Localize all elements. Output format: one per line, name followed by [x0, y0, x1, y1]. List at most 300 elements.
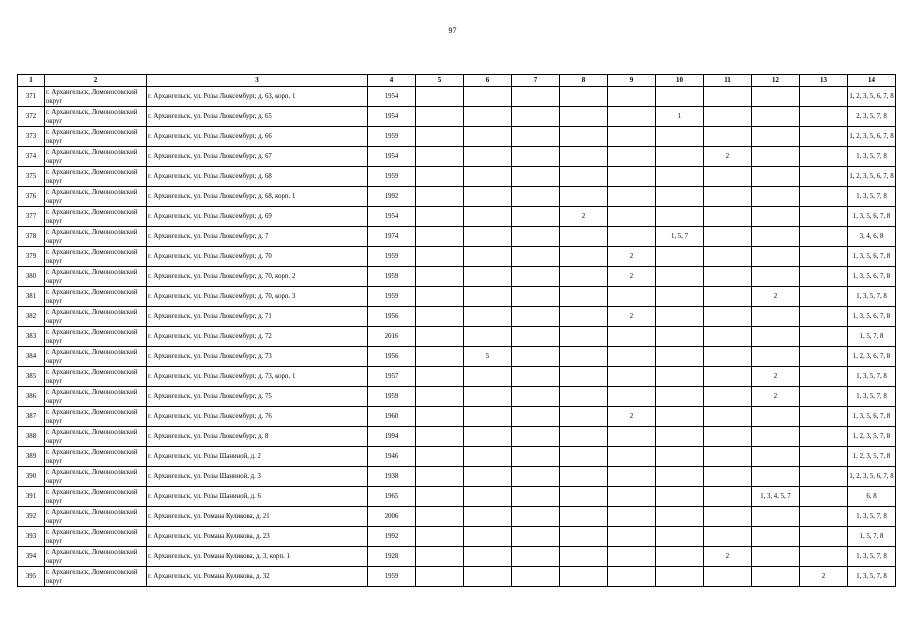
- cell-col-11: [704, 87, 752, 107]
- cell-col-11: [704, 367, 752, 387]
- cell-col-7: [512, 167, 560, 187]
- cell-year-built: 1992: [368, 527, 416, 547]
- cell-col-8: [560, 147, 608, 167]
- cell-locality: г. Архангельск, Ломоносовский округ: [45, 87, 147, 107]
- cell-locality: г. Архангельск, Ломоносовский округ: [45, 267, 147, 287]
- cell-col-12: [752, 327, 800, 347]
- cell-col-13: [800, 187, 848, 207]
- cell-col-8: [560, 447, 608, 467]
- cell-col-12: [752, 527, 800, 547]
- cell-row-number: 391: [18, 487, 45, 507]
- cell-col-14: 1, 3, 5, 7, 8: [848, 547, 896, 567]
- cell-address: г. Архангельск, ул. Розы Люксембург, д. 73, корп. 1: [147, 367, 368, 387]
- table-row: [18, 247, 896, 267]
- cell-row-number: 375: [18, 167, 45, 187]
- cell-col-9: 2: [608, 247, 656, 267]
- cell-col-6: [464, 167, 512, 187]
- table-row: [18, 347, 896, 367]
- cell-year-built: 1959: [368, 267, 416, 287]
- cell-row-number: 377: [18, 207, 45, 227]
- table-row: [18, 87, 896, 107]
- cell-row-number: 385: [18, 367, 45, 387]
- cell-col-7: [512, 187, 560, 207]
- cell-col-11: [704, 427, 752, 447]
- cell-col-14: 1, 3, 5, 6, 7, 8: [848, 307, 896, 327]
- cell-address: г. Архангельск, ул. Розы Люксембург, д. 63, корп. 1: [147, 87, 368, 107]
- housing-registry-table: [17, 74, 896, 587]
- column-header-2: 2: [45, 75, 147, 87]
- cell-col-14: 3, 4, 6, 8: [848, 227, 896, 247]
- cell-col-5: [416, 367, 464, 387]
- cell-col-5: [416, 307, 464, 327]
- cell-address: г. Архангельск, ул. Розы Люксембург, д. 70: [147, 247, 368, 267]
- cell-col-6: [464, 327, 512, 347]
- cell-col-10: [656, 167, 704, 187]
- cell-col-7: [512, 427, 560, 447]
- cell-locality: г. Архангельск, Ломоносовский округ: [45, 207, 147, 227]
- cell-col-8: [560, 387, 608, 407]
- cell-col-6: [464, 247, 512, 267]
- cell-col-11: [704, 567, 752, 587]
- cell-col-9: [608, 527, 656, 547]
- cell-col-9: [608, 367, 656, 387]
- cell-col-9: 2: [608, 307, 656, 327]
- cell-locality: г. Архангельск, Ломоносовский округ: [45, 167, 147, 187]
- cell-col-10: 1: [656, 107, 704, 127]
- cell-col-5: [416, 247, 464, 267]
- cell-col-9: [608, 127, 656, 147]
- cell-col-5: [416, 267, 464, 287]
- cell-year-built: 1960: [368, 407, 416, 427]
- cell-address: г. Архангельск, ул. Розы Люксембург, д. 70, корп. 2: [147, 267, 368, 287]
- cell-year-built: 1928: [368, 547, 416, 567]
- cell-col-9: [608, 107, 656, 127]
- cell-col-8: 2: [560, 207, 608, 227]
- column-header-11: 11: [704, 75, 752, 87]
- cell-row-number: 395: [18, 567, 45, 587]
- cell-col-14: 6, 8: [848, 487, 896, 507]
- cell-row-number: 371: [18, 87, 45, 107]
- cell-col-7: [512, 447, 560, 467]
- cell-col-14: 1, 2, 3, 5, 6, 7, 8: [848, 87, 896, 107]
- cell-col-9: [608, 87, 656, 107]
- cell-col-13: [800, 247, 848, 267]
- cell-col-14: 1, 2, 3, 5, 6, 7, 8: [848, 467, 896, 487]
- cell-col-7: [512, 147, 560, 167]
- cell-year-built: 1954: [368, 147, 416, 167]
- cell-col-10: [656, 147, 704, 167]
- cell-col-5: [416, 507, 464, 527]
- cell-col-14: 1, 2, 3, 5, 6, 7, 8: [848, 127, 896, 147]
- cell-row-number: 374: [18, 147, 45, 167]
- cell-col-10: [656, 467, 704, 487]
- cell-row-number: 394: [18, 547, 45, 567]
- column-header-4: 4: [368, 75, 416, 87]
- cell-col-11: [704, 287, 752, 307]
- column-header-5: 5: [416, 75, 464, 87]
- cell-col-10: [656, 207, 704, 227]
- cell-col-14: 1, 3, 5, 7, 8: [848, 387, 896, 407]
- column-header-9: 9: [608, 75, 656, 87]
- cell-col-11: [704, 467, 752, 487]
- cell-col-13: [800, 227, 848, 247]
- cell-col-13: [800, 347, 848, 367]
- cell-address: г. Архангельск, ул. Розы Люксембург, д. 75: [147, 387, 368, 407]
- cell-col-13: [800, 507, 848, 527]
- cell-col-12: [752, 307, 800, 327]
- cell-year-built: 1954: [368, 87, 416, 107]
- cell-locality: г. Архангельск, Ломоносовский округ: [45, 447, 147, 467]
- cell-year-built: 1974: [368, 227, 416, 247]
- cell-year-built: 1954: [368, 207, 416, 227]
- cell-col-12: [752, 547, 800, 567]
- cell-year-built: 1959: [368, 567, 416, 587]
- cell-address: г. Архангельск, ул. Розы Люксембург, д. 69: [147, 207, 368, 227]
- cell-col-12: [752, 107, 800, 127]
- table-row: [18, 387, 896, 407]
- cell-col-7: [512, 567, 560, 587]
- cell-col-12: [752, 567, 800, 587]
- cell-col-6: [464, 287, 512, 307]
- cell-address: г. Архангельск, ул. Романа Куликова, д. 3, корп. 1: [147, 547, 368, 567]
- cell-col-7: [512, 487, 560, 507]
- cell-col-10: 1, 5, 7: [656, 227, 704, 247]
- cell-col-6: [464, 227, 512, 247]
- cell-col-8: [560, 87, 608, 107]
- cell-col-6: [464, 127, 512, 147]
- cell-col-8: [560, 127, 608, 147]
- cell-address: г. Архангельск, ул. Розы Люксембург, д. 65: [147, 107, 368, 127]
- cell-col-9: [608, 547, 656, 567]
- cell-col-7: [512, 387, 560, 407]
- cell-col-6: [464, 147, 512, 167]
- cell-address: г. Архангельск, ул. Розы Люксембург, д. 66: [147, 127, 368, 147]
- cell-col-5: [416, 87, 464, 107]
- cell-col-12: [752, 407, 800, 427]
- cell-address: г. Архангельск, ул. Романа Куликова, д. 23: [147, 527, 368, 547]
- cell-year-built: 1954: [368, 107, 416, 127]
- cell-col-13: 2: [800, 567, 848, 587]
- cell-col-10: [656, 267, 704, 287]
- cell-locality: г. Архангельск, Ломоносовский округ: [45, 467, 147, 487]
- cell-col-8: [560, 267, 608, 287]
- cell-col-10: [656, 247, 704, 267]
- cell-col-5: [416, 387, 464, 407]
- cell-col-5: [416, 187, 464, 207]
- cell-year-built: 2006: [368, 507, 416, 527]
- cell-col-6: [464, 187, 512, 207]
- cell-col-8: [560, 187, 608, 207]
- table-row: [18, 207, 896, 227]
- cell-col-14: 1, 3, 5, 7, 8: [848, 187, 896, 207]
- cell-col-6: [464, 107, 512, 127]
- cell-col-11: [704, 507, 752, 527]
- cell-col-5: [416, 407, 464, 427]
- cell-col-9: [608, 467, 656, 487]
- cell-col-11: [704, 267, 752, 287]
- cell-col-9: [608, 387, 656, 407]
- cell-col-14: 1, 3, 5, 7, 8: [848, 567, 896, 587]
- cell-col-6: [464, 527, 512, 547]
- cell-col-14: 1, 3, 5, 6, 7, 8: [848, 247, 896, 267]
- cell-col-12: [752, 467, 800, 487]
- cell-col-9: [608, 287, 656, 307]
- cell-address: г. Архангельск, ул. Розы Люксембург, д. 7: [147, 227, 368, 247]
- cell-col-13: [800, 367, 848, 387]
- column-header-10: 10: [656, 75, 704, 87]
- cell-address: г. Архангельск, ул. Розы Шаниной, д. 6: [147, 487, 368, 507]
- cell-col-12: [752, 167, 800, 187]
- cell-row-number: 373: [18, 127, 45, 147]
- cell-col-9: [608, 487, 656, 507]
- cell-year-built: 1965: [368, 487, 416, 507]
- cell-col-11: 2: [704, 147, 752, 167]
- cell-address: г. Архангельск, ул. Романа Куликова, д. 32: [147, 567, 368, 587]
- cell-col-12: [752, 147, 800, 167]
- cell-address: г. Архангельск, ул. Розы Люксембург, д. 67: [147, 147, 368, 167]
- cell-col-14: 1, 2, 3, 6, 7, 8: [848, 347, 896, 367]
- cell-col-10: [656, 347, 704, 367]
- cell-col-8: [560, 467, 608, 487]
- column-header-3: 3: [147, 75, 368, 87]
- cell-col-14: 1, 3, 5, 7, 8: [848, 507, 896, 527]
- cell-col-13: [800, 547, 848, 567]
- cell-year-built: 1957: [368, 367, 416, 387]
- table-row: [18, 327, 896, 347]
- cell-col-14: 1, 5, 7, 8: [848, 327, 896, 347]
- cell-col-12: [752, 127, 800, 147]
- cell-col-6: [464, 387, 512, 407]
- cell-col-10: [656, 527, 704, 547]
- cell-col-10: [656, 87, 704, 107]
- cell-col-5: [416, 447, 464, 467]
- cell-col-8: [560, 527, 608, 547]
- cell-col-13: [800, 387, 848, 407]
- cell-locality: г. Архангельск, Ломоносовский округ: [45, 147, 147, 167]
- cell-col-13: [800, 407, 848, 427]
- cell-address: г. Архангельск, ул. Розы Люксембург, д. 8: [147, 427, 368, 447]
- cell-col-5: [416, 467, 464, 487]
- cell-col-10: [656, 507, 704, 527]
- cell-col-10: [656, 447, 704, 467]
- cell-col-12: [752, 447, 800, 467]
- cell-col-11: [704, 247, 752, 267]
- cell-col-5: [416, 327, 464, 347]
- table-header-row: [18, 75, 896, 87]
- cell-col-12: [752, 427, 800, 447]
- cell-col-13: [800, 327, 848, 347]
- cell-year-built: 1959: [368, 167, 416, 187]
- cell-col-12: [752, 227, 800, 247]
- cell-locality: г. Архангельск, Ломоносовский округ: [45, 487, 147, 507]
- cell-col-10: [656, 567, 704, 587]
- cell-row-number: 388: [18, 427, 45, 447]
- cell-year-built: 2016: [368, 327, 416, 347]
- cell-col-12: [752, 507, 800, 527]
- table-row: [18, 527, 896, 547]
- cell-locality: г. Архангельск, Ломоносовский округ: [45, 347, 147, 367]
- cell-col-6: [464, 507, 512, 527]
- cell-col-8: [560, 227, 608, 247]
- cell-col-9: 2: [608, 407, 656, 427]
- cell-col-7: [512, 547, 560, 567]
- cell-col-5: [416, 287, 464, 307]
- cell-col-6: [464, 87, 512, 107]
- cell-locality: г. Архангельск, Ломоносовский округ: [45, 307, 147, 327]
- table-body: [18, 87, 896, 587]
- cell-col-9: [608, 507, 656, 527]
- column-header-1: 1: [18, 75, 45, 87]
- cell-col-5: [416, 487, 464, 507]
- table-row: [18, 407, 896, 427]
- cell-col-6: 5: [464, 347, 512, 367]
- table-row: [18, 567, 896, 587]
- cell-year-built: 1992: [368, 187, 416, 207]
- cell-col-11: [704, 487, 752, 507]
- table-row: [18, 287, 896, 307]
- cell-col-11: [704, 127, 752, 147]
- cell-col-7: [512, 347, 560, 367]
- cell-col-13: [800, 527, 848, 547]
- cell-col-7: [512, 507, 560, 527]
- cell-address: г. Архангельск, ул. Розы Шаниной, д. 3: [147, 467, 368, 487]
- cell-col-8: [560, 287, 608, 307]
- column-header-7: 7: [512, 75, 560, 87]
- cell-col-12: [752, 207, 800, 227]
- cell-col-6: [464, 207, 512, 227]
- cell-col-5: [416, 207, 464, 227]
- cell-col-5: [416, 127, 464, 147]
- table-row: [18, 227, 896, 247]
- cell-col-5: [416, 527, 464, 547]
- cell-locality: г. Архангельск, Ломоносовский округ: [45, 527, 147, 547]
- cell-locality: г. Архангельск, Ломоносовский округ: [45, 507, 147, 527]
- cell-year-built: 1938: [368, 467, 416, 487]
- cell-col-6: [464, 567, 512, 587]
- cell-col-12: 2: [752, 287, 800, 307]
- cell-col-11: [704, 307, 752, 327]
- table-row: [18, 267, 896, 287]
- cell-col-10: [656, 487, 704, 507]
- cell-col-10: [656, 327, 704, 347]
- cell-col-8: [560, 307, 608, 327]
- cell-row-number: 393: [18, 527, 45, 547]
- table-row: [18, 187, 896, 207]
- cell-locality: г. Архангельск, Ломоносовский округ: [45, 367, 147, 387]
- cell-col-7: [512, 247, 560, 267]
- cell-col-8: [560, 247, 608, 267]
- cell-locality: г. Архангельск, Ломоносовский округ: [45, 407, 147, 427]
- cell-col-9: [608, 447, 656, 467]
- cell-col-11: [704, 187, 752, 207]
- page-number: 97: [448, 26, 457, 35]
- cell-address: г. Архангельск, ул. Розы Люксембург, д. 73: [147, 347, 368, 367]
- table-row: [18, 467, 896, 487]
- cell-row-number: 380: [18, 267, 45, 287]
- cell-year-built: 1994: [368, 427, 416, 447]
- cell-col-5: [416, 167, 464, 187]
- table-row: [18, 447, 896, 467]
- cell-col-10: [656, 127, 704, 147]
- table-row: [18, 487, 896, 507]
- cell-col-5: [416, 227, 464, 247]
- cell-locality: г. Архангельск, Ломоносовский округ: [45, 247, 147, 267]
- cell-col-9: [608, 187, 656, 207]
- table-row: [18, 427, 896, 447]
- cell-address: г. Архангельск, ул. Розы Люксембург, д. 70, корп. 3: [147, 287, 368, 307]
- cell-row-number: 392: [18, 507, 45, 527]
- cell-row-number: 381: [18, 287, 45, 307]
- cell-col-9: 2: [608, 267, 656, 287]
- cell-col-12: [752, 247, 800, 267]
- cell-col-13: [800, 467, 848, 487]
- cell-col-11: 2: [704, 547, 752, 567]
- cell-col-6: [464, 547, 512, 567]
- cell-col-6: [464, 427, 512, 447]
- cell-col-11: [704, 387, 752, 407]
- cell-col-5: [416, 147, 464, 167]
- cell-col-14: 1, 2, 3, 5, 7, 8: [848, 447, 896, 467]
- table-row: [18, 367, 896, 387]
- cell-row-number: 390: [18, 467, 45, 487]
- cell-col-13: [800, 427, 848, 447]
- cell-col-10: [656, 187, 704, 207]
- cell-col-8: [560, 367, 608, 387]
- cell-col-11: [704, 447, 752, 467]
- cell-col-5: [416, 347, 464, 367]
- cell-col-14: 1, 3, 5, 6, 7, 8: [848, 267, 896, 287]
- cell-col-8: [560, 407, 608, 427]
- cell-col-5: [416, 547, 464, 567]
- cell-row-number: 379: [18, 247, 45, 267]
- cell-col-12: [752, 187, 800, 207]
- cell-col-13: [800, 167, 848, 187]
- cell-locality: г. Архангельск, Ломоносовский округ: [45, 547, 147, 567]
- cell-col-12: [752, 267, 800, 287]
- cell-col-8: [560, 347, 608, 367]
- cell-col-13: [800, 87, 848, 107]
- cell-col-9: [608, 327, 656, 347]
- cell-year-built: 1946: [368, 447, 416, 467]
- cell-address: г. Архангельск, ул. Розы Люксембург, д. 71: [147, 307, 368, 327]
- cell-year-built: 1956: [368, 347, 416, 367]
- cell-col-7: [512, 87, 560, 107]
- cell-col-6: [464, 467, 512, 487]
- cell-col-13: [800, 287, 848, 307]
- cell-col-14: 1, 3, 5, 7, 8: [848, 287, 896, 307]
- cell-col-13: [800, 207, 848, 227]
- cell-col-9: [608, 347, 656, 367]
- cell-row-number: 372: [18, 107, 45, 127]
- cell-row-number: 383: [18, 327, 45, 347]
- table-row: [18, 107, 896, 127]
- cell-col-10: [656, 547, 704, 567]
- cell-col-9: [608, 227, 656, 247]
- cell-row-number: 382: [18, 307, 45, 327]
- cell-col-5: [416, 567, 464, 587]
- table-row: [18, 307, 896, 327]
- cell-address: г. Архангельск, ул. Романа Куликова, д. 21: [147, 507, 368, 527]
- cell-locality: г. Архангельск, Ломоносовский округ: [45, 427, 147, 447]
- cell-col-7: [512, 527, 560, 547]
- cell-col-13: [800, 267, 848, 287]
- cell-col-7: [512, 127, 560, 147]
- cell-col-14: 2, 3, 5, 7, 8: [848, 107, 896, 127]
- cell-col-11: [704, 207, 752, 227]
- cell-row-number: 378: [18, 227, 45, 247]
- cell-col-7: [512, 287, 560, 307]
- cell-col-7: [512, 267, 560, 287]
